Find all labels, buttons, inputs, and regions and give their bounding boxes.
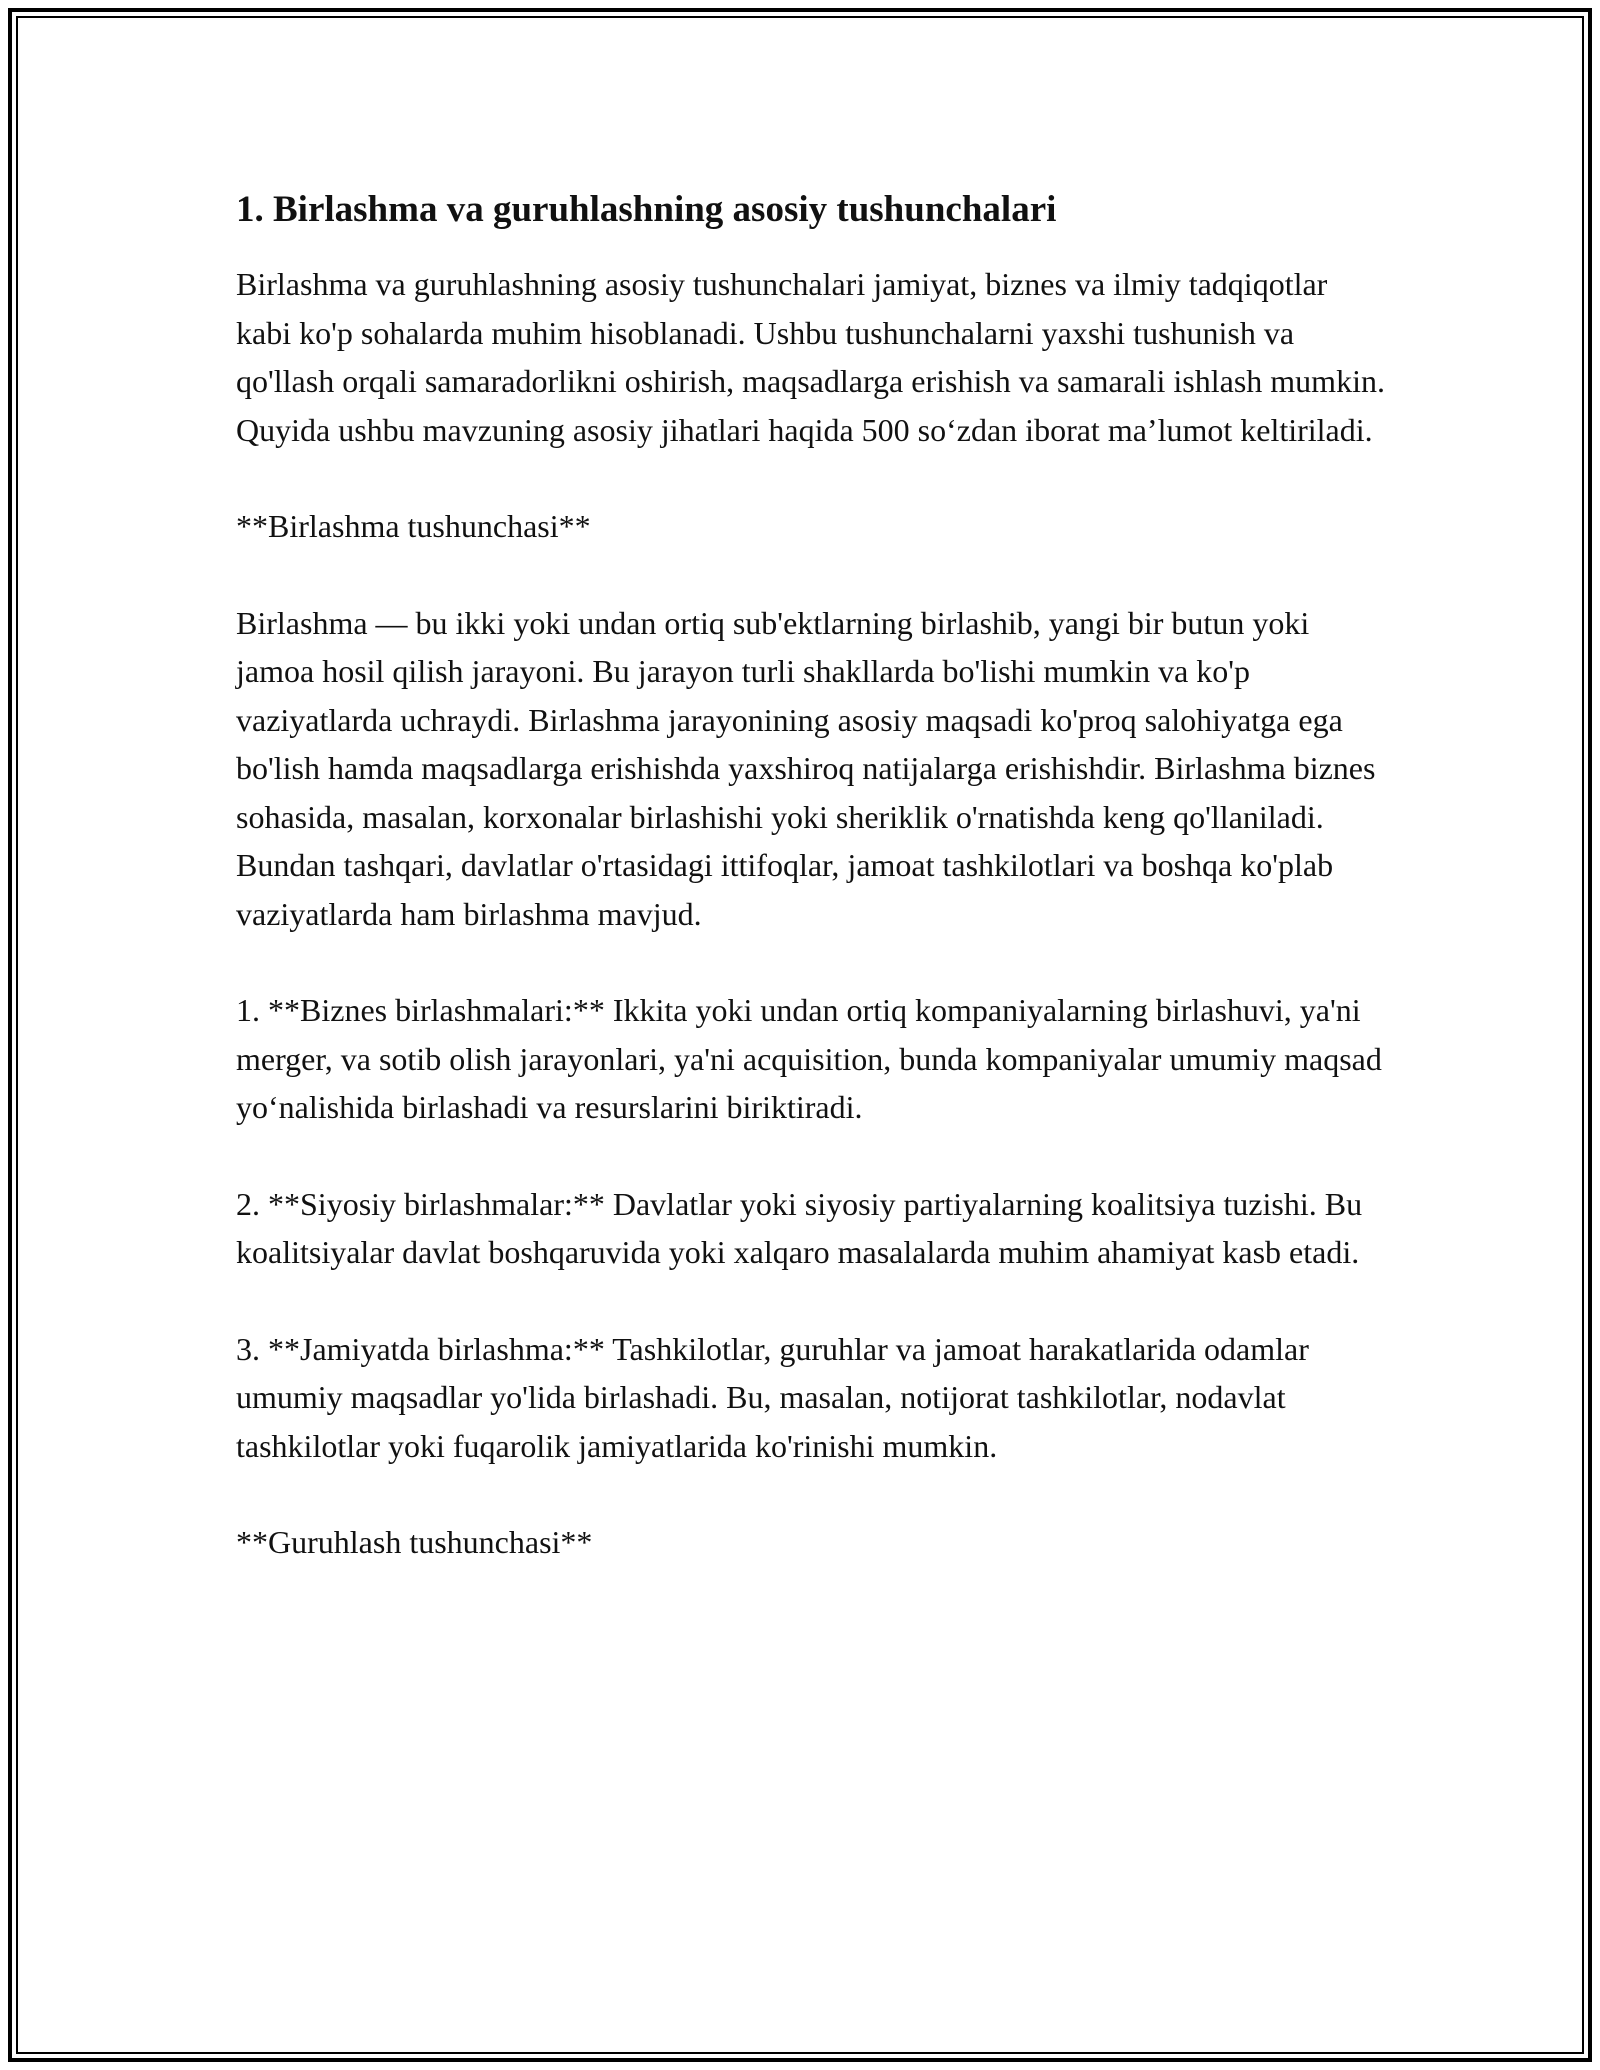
list-item-siyosiy: 2. **Siyosiy birlashmalar:** Davlatlar yoki siyosiy partiyalarning koalitsiya tuzishi. Bu koalitsiyalar davlat boshqaruvida yoki xalqaro masalalarda muhim ahamiyat kasb etadi. [236, 1185, 1363, 1270]
list-item-jamiyat: 3. **Jamiyatda birlashma:** Tashkilotlar, guruhlar va jamoat harakatlarida odamlar umumiy maqsadlar yo'lida birlashadi. Bu, masalan, notijorat tashkilotlar, nodavlat tashkilotlar yoki fuqarolik jamiyatlarida ko'rinishi mumkin. [236, 1330, 1309, 1464]
intro-paragraph: Birlashma va guruhlashning asosiy tushunchalari jamiyat, biznes va ilmiy tadqiqotlar kabi ko'p sohalarda muhim hisoblanadi. Ushbu tushunchalarni yaxshi tushunish va qo'llash orqali samaradorlikni oshirish, maqsadlarga erishish va samarali ishlash mumkin. Quyida ushbu mavzuning asosiy jihatlari haqida 500 so‘zdan iborat ma’lumot keltiriladi. [236, 266, 1385, 448]
document-body [236, 188, 1386, 1615]
subheading-guruhlash: **Guruhlash tushunchasi** [236, 1524, 593, 1560]
subheading-birlashma: **Birlashma tushunchasi** [236, 508, 591, 544]
list-item-biznes: 1. **Biznes birlashmalari:** Ikkita yoki undan ortiq kompaniyalarning birlashuvi, ya'ni merger, va sotib olish jarayonlari, ya'ni acquisition, bunda kompaniyalar umumiy maqsad yo‘nalishida birlashadi va resurslarini biriktiradi. [236, 992, 1382, 1125]
birlashma-definition-paragraph: Birlashma — bu ikki yoki undan ortiq sub'ektlarning birlashib, yangi bir butun yoki jamoa hosil qilish jarayoni. Bu jarayon turli shakllarda bo'lishi mumkin va ko'p vaziyatlarda uchraydi. Birlashma jarayonining asosiy maqsadi ko'proq salohiyatga ega bo'lish hamda maqsadlarga erishishda yaxshiroq natijalarga erishishdir. Birlashma biznes sohasida, masalan, korxonalar birlashishi yoki sheriklik o'rnatishda keng qo'llaniladi. Bundan tashqari, davlatlar o'rtasidagi ittifoqlar, jamoat tashkilotlari va boshqa ko'plab vaziyatlarda ham birlashma mavjud. [236, 604, 1376, 932]
section-heading: 1. Birlashma va guruhlashning asosiy tushunchalari [236, 189, 1057, 230]
